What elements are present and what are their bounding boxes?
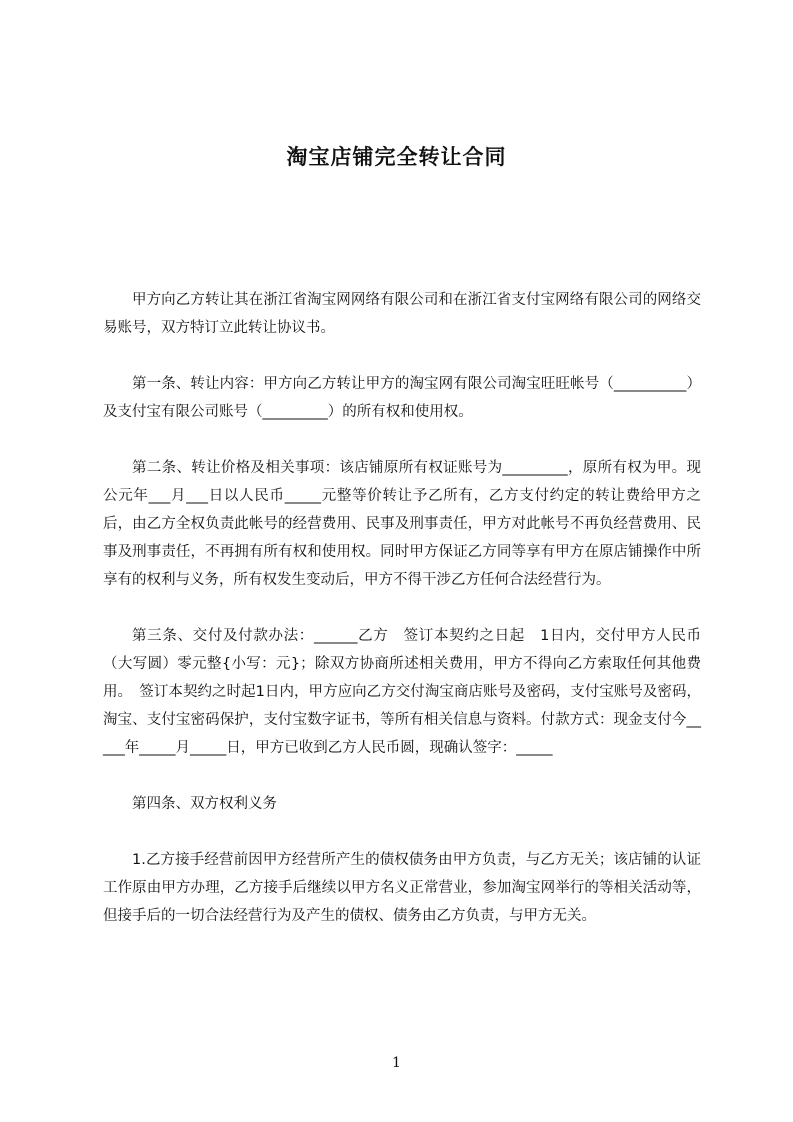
page-number: 1	[392, 1055, 401, 1071]
article-4-item-1-paragraph: 1.乙方接手经营前因甲方经营所产生的债权债务由甲方负责，与乙方无关；该店铺的认证工作原由甲方办理，乙方接手后继续以甲方名义正常营业，参加淘宝网举行的等相关活动等，但接手后的一切合法经营行为及产生的债权、债务由乙方负责，与甲方无关。	[103, 852, 701, 924]
intro-paragraph: 甲方向乙方转让其在浙江省淘宝网网络有限公司和在浙江省支付宝网络有限公司的网络交易账号，双方特订立此转让协议书。	[103, 292, 701, 336]
article-3-paragraph: 第三条、交付及付款办法：______乙方 签订本契约之日起 1日内，交付甲方人民币（大写圆）零元整{小写：元}；除双方协商所述相关费用，甲方不得向乙方索取任何其他费用。 签订本契约之时起1日内，甲方应向乙方交付淘宝商店账号及密码，支付宝账号及密码，淘宝、支付宝密码保护，支付宝数字证书，等所有相关信息与资料。付款方式：现金支付今_____年_____月_____日，甲方已收到乙方人民币圆，现确认签字：_____	[103, 628, 701, 756]
article-1-paragraph: 第一条、转让内容：甲方向乙方转让甲方的淘宝网有限公司淘宝旺旺帐号（__________）及支付宝有限公司账号（_________）的所有权和使用权。	[103, 376, 701, 420]
document-title: 淘宝店铺完全转让合同	[286, 145, 507, 169]
document-body	[103, 286, 716, 930]
article-4-heading: 第四条、双方权利义务	[132, 796, 277, 812]
article-2-paragraph: 第二条、转让价格及相关事项：该店铺原所有权证账号为_________，原所有权为甲。现 公元年___月___日以人民币_____元整等价转让予乙所有，乙方支付约定的转让费给甲方之后，由乙方全权负责此帐号的经营费用、民事及刑事责任，甲方对此帐号不再负经营费用、民事及刑事责任，不再拥有所有权和使用权。同时甲方保证乙方同等享有甲方在原店铺操作中所享有的权利与义务，所有权发生变动后，甲方不得干涉乙方任何合法经营行为。	[103, 460, 716, 588]
